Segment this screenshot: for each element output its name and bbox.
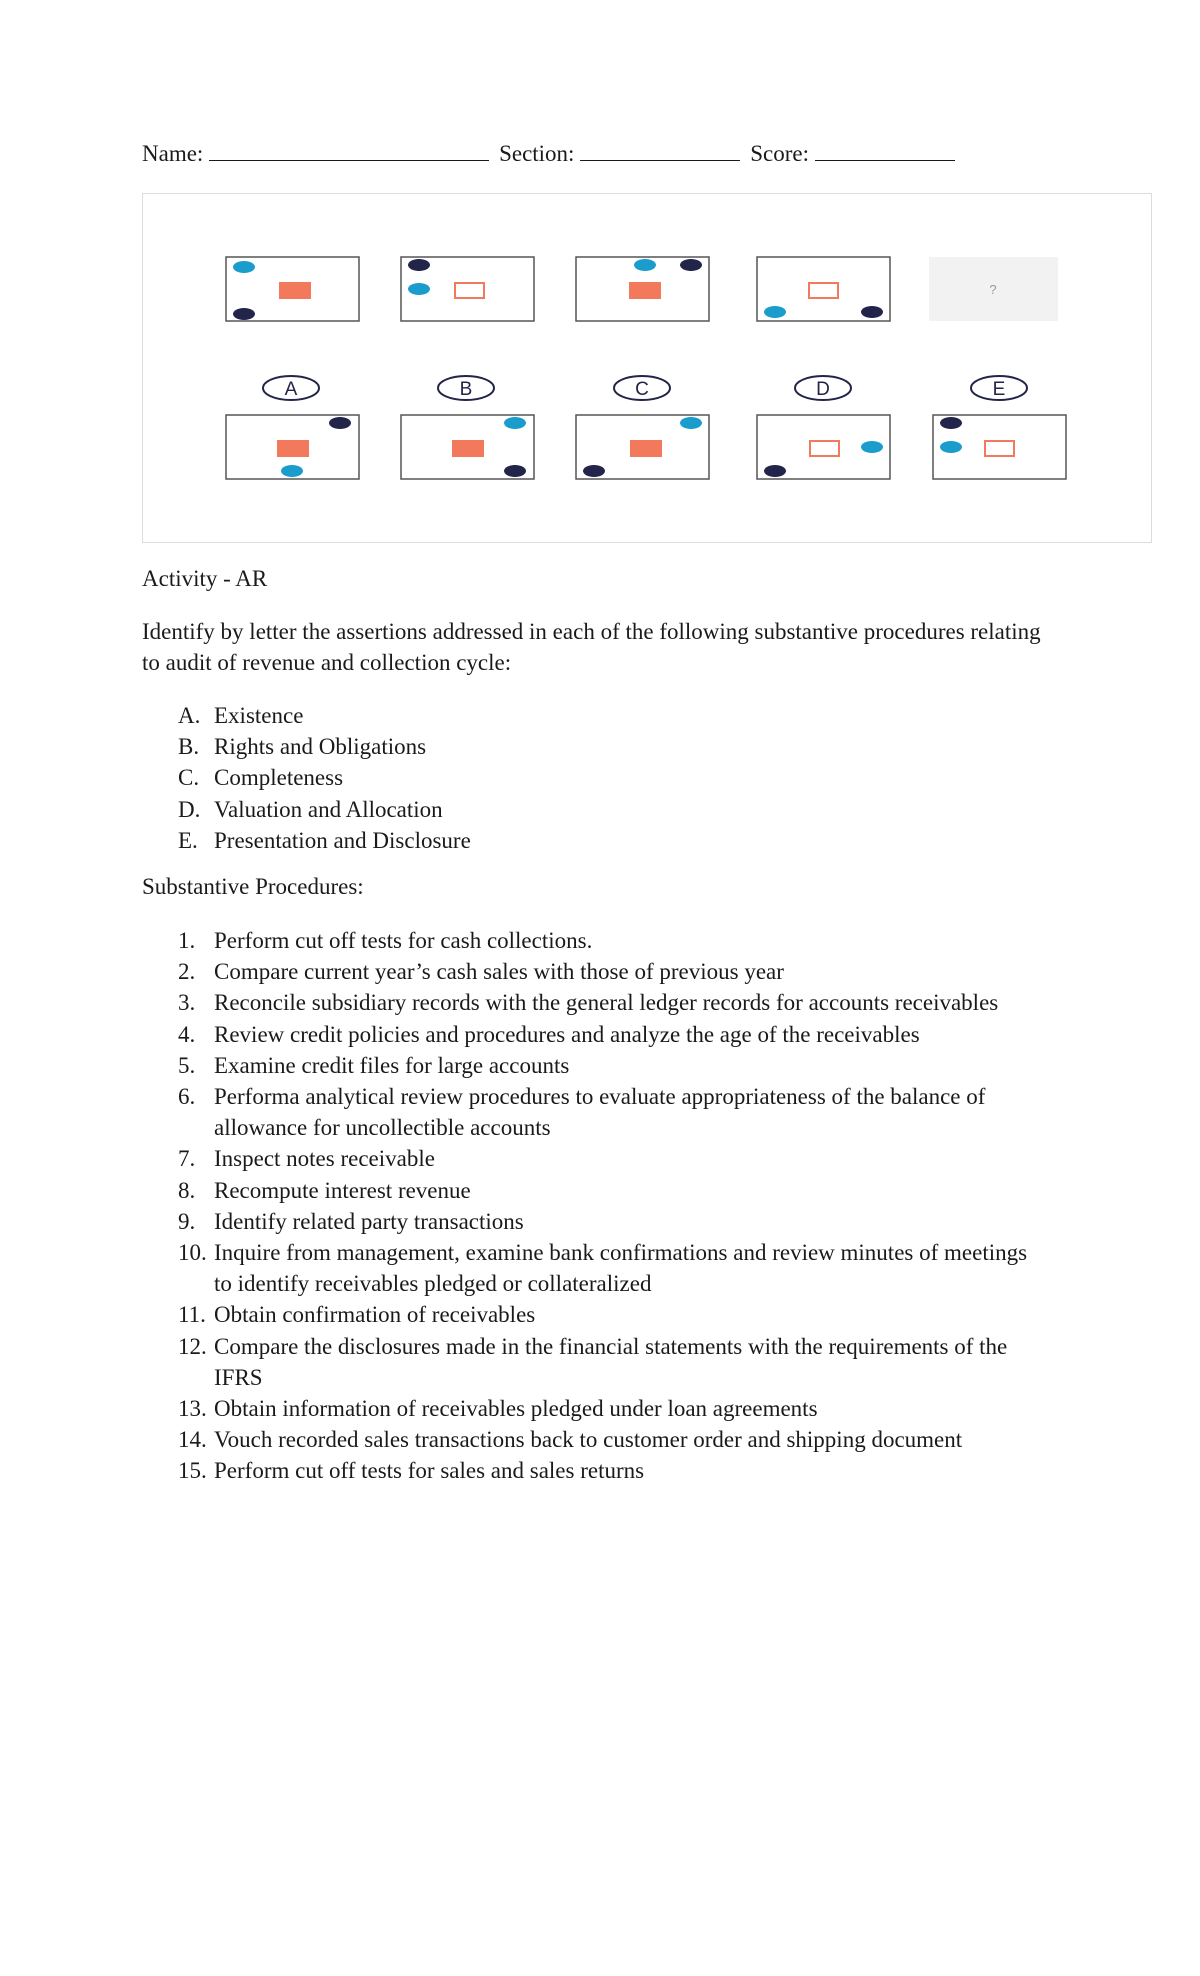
item-text: Rights and Obligations (214, 734, 427, 760)
option-label-e[interactable] (971, 376, 1027, 400)
option-label-c[interactable] (614, 376, 670, 400)
item-text: Presentation and Disclosure (214, 827, 471, 853)
option-panel-e[interactable] (933, 415, 1066, 479)
item-marker: 11. (178, 1302, 206, 1328)
score-blank[interactable] (815, 140, 955, 161)
name-blank[interactable] (209, 140, 489, 161)
item-text: Recompute interest revenue (214, 1177, 471, 1203)
list-item (142, 731, 1114, 762)
item-marker: 5. (178, 1052, 196, 1078)
list-item (142, 1331, 1044, 1393)
missing-glyph: ? (989, 282, 997, 297)
item-marker: B. (178, 734, 200, 760)
item-text: Reconcile subsidiary records with the general ledger records for accounts receivables (214, 990, 999, 1016)
dark-dot (329, 417, 351, 429)
item-marker: 9. (178, 1208, 196, 1234)
blue-dot (504, 417, 526, 429)
list-item (142, 1206, 1044, 1237)
list-item (142, 1237, 1044, 1299)
name-label: Name: (142, 141, 204, 166)
blue-dot (634, 259, 656, 271)
item-text: Inspect notes receivable (214, 1146, 435, 1172)
orange-square-filled (277, 440, 309, 457)
option-letter: B (459, 379, 473, 400)
list-item (142, 1424, 1044, 1455)
blue-dot (408, 283, 430, 295)
dark-dot (408, 259, 430, 271)
item-marker: 13. (178, 1396, 207, 1422)
list-item (142, 1081, 1044, 1143)
list-item (142, 1393, 1044, 1424)
item-text: Obtain confirmation of receivables (214, 1302, 536, 1328)
orange-square-filled (452, 440, 484, 457)
list-item (142, 925, 1044, 956)
sequence-panel-2 (401, 257, 534, 321)
dark-dot (764, 465, 786, 477)
dark-dot (504, 465, 526, 477)
item-marker: 15. (178, 1458, 207, 1484)
option-letter: A (284, 379, 298, 400)
list-item (142, 1050, 1044, 1081)
item-marker: 1. (178, 928, 196, 953)
blue-dot (861, 441, 883, 453)
item-text: Vouch recorded sales transactions back to customer order and shipping document (214, 1427, 963, 1453)
puzzle-figure (142, 193, 1152, 543)
list-item (142, 825, 1114, 856)
item-marker: 14. (178, 1427, 207, 1453)
dark-dot (233, 308, 255, 320)
procedures-list (142, 925, 1044, 1487)
procedures-title: Substantive Procedures: (142, 874, 364, 899)
item-marker: D. (178, 796, 201, 822)
blue-dot (233, 261, 255, 273)
section-blank[interactable] (580, 140, 740, 161)
activity-instructions: Identify by letter the assertions addressed in each of the following substantive procedures relating to audit of revenue and collection cycle: (142, 619, 1041, 675)
list-item (142, 794, 1114, 825)
blue-dot (940, 441, 962, 453)
item-marker: 4. (178, 1021, 196, 1047)
item-text: Compare the disclosures made in the financial statements with the requirements of the IFRS (214, 1333, 1008, 1390)
item-marker: 10. (178, 1240, 207, 1266)
item-text: Perform cut off tests for cash collections. (214, 928, 593, 953)
option-label-a[interactable] (263, 376, 319, 400)
option-letter: E (992, 379, 1006, 400)
item-text: Inquire from management, examine bank confirmations and review minutes of meetings to identify receivables pledged or collateralized (214, 1240, 1028, 1297)
dark-dot (680, 259, 702, 271)
missing-panel (929, 257, 1058, 321)
item-marker: 7. (178, 1146, 196, 1172)
sequence-panel-1 (226, 257, 359, 321)
list-item (142, 1455, 1044, 1486)
option-panel-d[interactable] (757, 415, 890, 479)
student-info-line (142, 140, 959, 167)
item-text: Review credit policies and procedures and analyze the age of the receivables (214, 1021, 920, 1047)
item-marker: E. (178, 827, 198, 853)
score-label: Score: (750, 141, 809, 166)
blue-dot (281, 465, 303, 477)
section-label: Section: (499, 141, 575, 166)
dark-dot (940, 417, 962, 429)
item-marker: 12. (178, 1333, 207, 1359)
item-text: Identify related party transactions (214, 1208, 524, 1234)
option-panel-b[interactable] (401, 415, 534, 479)
item-text: Existence (214, 703, 304, 728)
sequence-panel-3 (576, 257, 709, 321)
item-marker: 2. (178, 959, 196, 985)
item-text: Compare current year’s cash sales with those of previous year (214, 959, 784, 985)
orange-square-filled (279, 282, 311, 299)
item-text: Obtain information of receivables pledged under loan agreements (214, 1396, 818, 1422)
list-item (142, 762, 1114, 793)
dark-dot (583, 465, 605, 477)
item-text: Perform cut off tests for sales and sales returns (214, 1458, 645, 1484)
list-item (142, 1143, 1044, 1174)
item-text: Performa analytical review procedures to evaluate appropriateness of the balance of allowance for uncollectible accounts (214, 1084, 986, 1141)
dark-dot (861, 306, 883, 318)
assertions-list (142, 700, 1114, 856)
orange-square-filled (630, 440, 662, 457)
item-marker: A. (178, 703, 201, 728)
option-panel-c[interactable] (576, 415, 709, 479)
puzzle-svg (143, 194, 1153, 544)
list-item (142, 1299, 1044, 1330)
option-label-d[interactable] (795, 376, 851, 400)
item-marker: 8. (178, 1177, 196, 1203)
option-letter: D (816, 379, 830, 400)
option-letter: C (635, 379, 649, 400)
option-panel-a[interactable] (226, 415, 359, 479)
list-item (142, 700, 1114, 731)
sequence-panel-4 (757, 257, 890, 321)
item-text: Completeness (214, 765, 344, 791)
item-marker: 3. (178, 990, 196, 1016)
item-text: Valuation and Allocation (214, 796, 443, 822)
item-marker: 6. (178, 1084, 196, 1110)
list-item (142, 1019, 1044, 1050)
list-item (142, 987, 1044, 1018)
orange-square-filled (629, 282, 661, 299)
activity-title: Activity - AR (142, 566, 268, 591)
item-text: Examine credit files for large accounts (214, 1052, 570, 1078)
option-label-b[interactable] (438, 376, 494, 400)
blue-dot (764, 306, 786, 318)
blue-dot (680, 417, 702, 429)
item-marker: C. (178, 765, 200, 791)
list-item (142, 1175, 1044, 1206)
list-item (142, 956, 1044, 987)
